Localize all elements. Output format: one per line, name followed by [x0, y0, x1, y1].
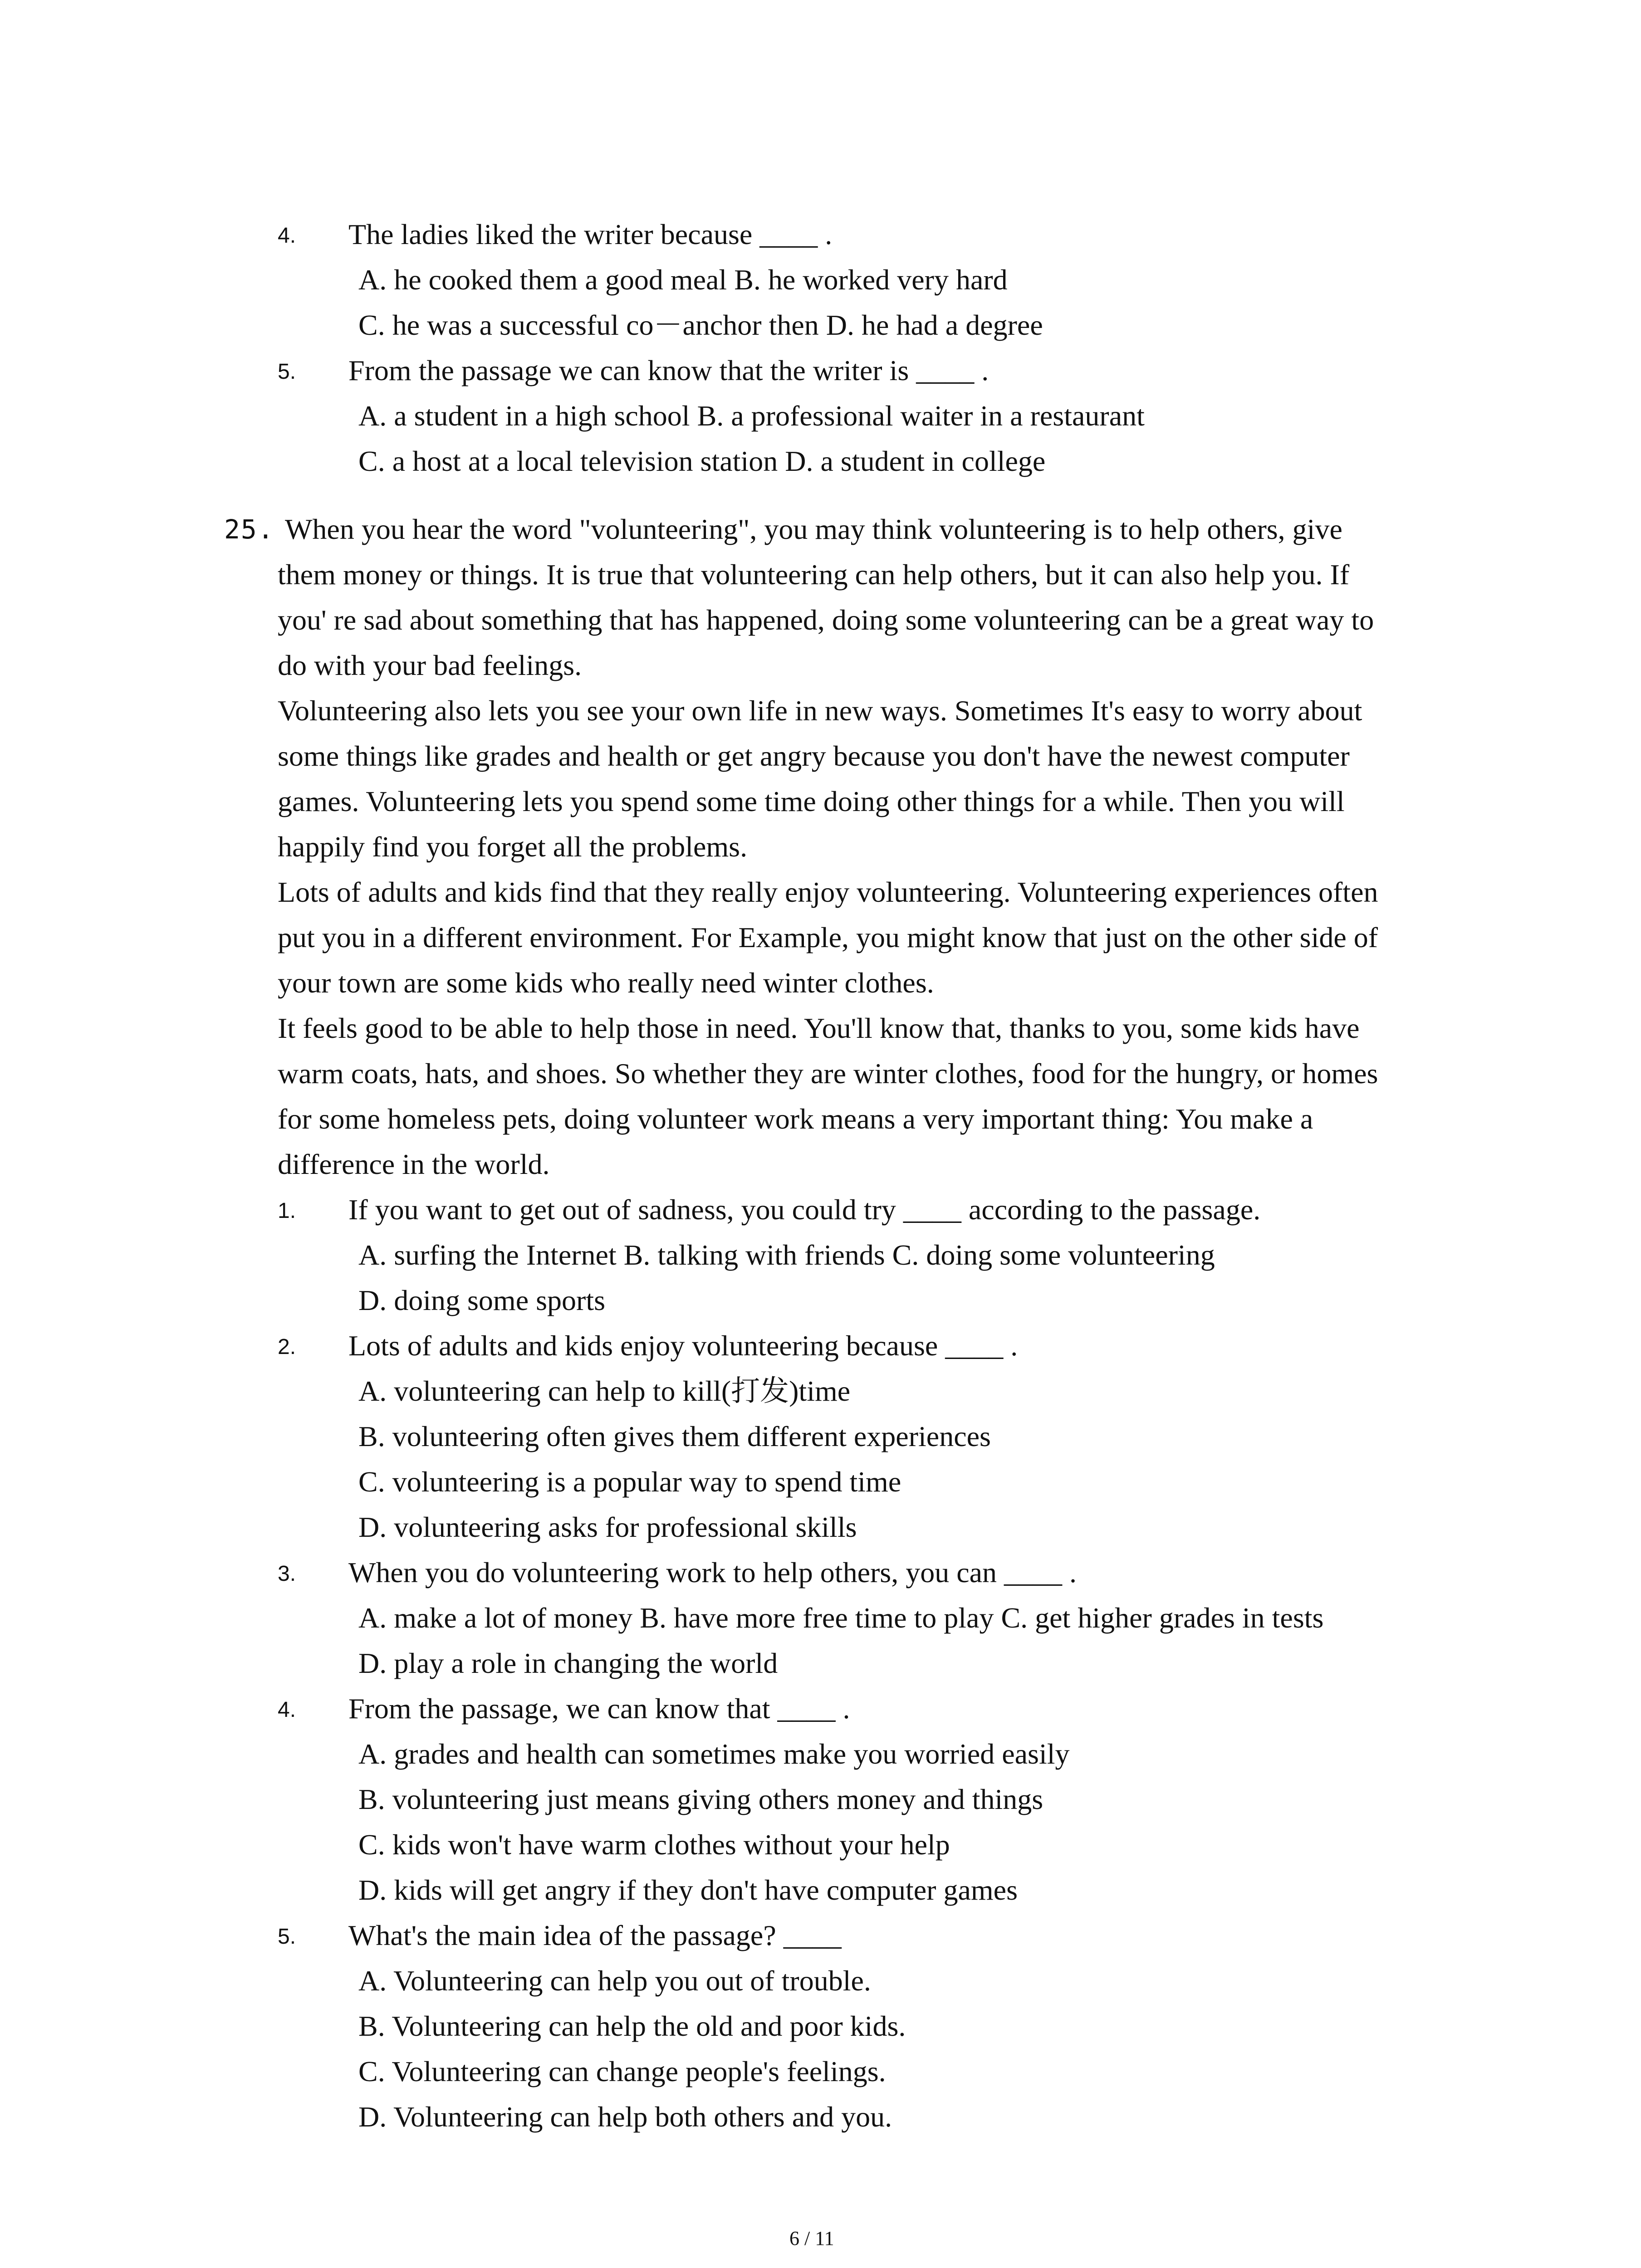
passage-line: Lots of adults and kids find that they really enjoy volunteering. Volunteering experiences often [278, 876, 1378, 908]
option-line: A. make a lot of money B. have more free time to play C. get higher grades in tests [358, 1602, 1324, 1634]
option-line: A. he cooked them a good meal B. he worked very hard [358, 264, 1008, 296]
option-line: A. volunteering can help to kill(打发)time [358, 1375, 851, 1407]
question-number: 3. [278, 1562, 296, 1586]
option-line: B. volunteering just means giving others money and things [358, 1783, 1043, 1815]
option-line: D. Volunteering can help both others and you. [358, 2101, 892, 2133]
question-stem: From the passage, we can know that ____ . [348, 1692, 850, 1725]
page-number: 6 / 11 [789, 2227, 834, 2249]
question-stem: What's the main idea of the passage? ____ [348, 1919, 842, 1951]
option-line: D. kids will get angry if they don't have computer games [358, 1874, 1018, 1906]
option-line: C. Volunteering can change people's feelings. [358, 2055, 886, 2087]
question-stem: If you want to get out of sadness, you could try ____ according to the passage. [348, 1193, 1261, 1226]
question-stem: The ladies liked the writer because ____ . [348, 218, 833, 250]
passage-line: your town are some kids who really need winter clothes. [278, 967, 934, 999]
option-line: D. play a role in changing the world [358, 1647, 778, 1679]
passage-line: you' re sad about something that has happened, doing some volunteering can be a great way to [278, 604, 1374, 636]
question-number: 5. [278, 360, 296, 384]
option-line: D. volunteering asks for professional skills [358, 1511, 857, 1543]
option-line: C. volunteering is a popular way to spend time [358, 1466, 901, 1498]
question-stem: From the passage we can know that the writer is ____ . [348, 354, 989, 386]
option-line: C. he was a successful co－anchor then D. he had a degree [358, 309, 1043, 341]
passage-line: It feels good to be able to help those in need. You'll know that, thanks to you, some kids have [278, 1012, 1360, 1044]
passage-line: games. Volunteering lets you spend some time doing other things for a while. Then you will [278, 785, 1345, 817]
question-number: 2. [278, 1335, 296, 1359]
option-line: C. a host at a local television station D. a student in college [358, 445, 1046, 477]
passage-line: for some homeless pets, doing volunteer work means a very important thing: You make a [278, 1103, 1313, 1135]
passage-line: put you in a different environment. For Example, you might know that just on the other side of [278, 921, 1378, 953]
question-stem: Lots of adults and kids enjoy volunteering because ____ . [348, 1330, 1018, 1362]
question-number: 5. [278, 1925, 296, 1949]
option-line: A. Volunteering can help you out of trouble. [358, 1965, 871, 1997]
passage-line: difference in the world. [278, 1148, 550, 1180]
passage-line: them money or things. It is true that volunteering can help others, but it can also help you. If [278, 558, 1350, 591]
option-line: D. doing some sports [358, 1284, 605, 1316]
option-line: B. Volunteering can help the old and poor kids. [358, 2010, 906, 2042]
passage-line: When you hear the word "volunteering", you may think volunteering is to help others, give [285, 513, 1342, 545]
question-number: 25. [224, 514, 274, 545]
passage-line: do with your bad feelings. [278, 649, 582, 681]
question-number: 1. [278, 1199, 296, 1223]
passage-line: some things like grades and health or get angry because you don't have the newest computer [278, 740, 1350, 772]
option-line: A. surfing the Internet B. talking with friends C. doing some volunteering [358, 1239, 1215, 1271]
option-line: C. kids won't have warm clothes without your help [358, 1828, 950, 1861]
passage-line: Volunteering also lets you see your own life in new ways. Sometimes It's easy to worry about [278, 694, 1362, 727]
option-line: B. volunteering often gives them different experiences [358, 1420, 991, 1452]
passage-line: happily find you forget all the problems. [278, 831, 748, 863]
question-number: 4. [278, 224, 296, 248]
question-number: 4. [278, 1698, 296, 1722]
option-line: A. grades and health can sometimes make you worried easily [358, 1738, 1070, 1770]
question-stem: When you do volunteering work to help others, you can ____ . [348, 1556, 1077, 1589]
option-line: A. a student in a high school B. a professional waiter in a restaurant [358, 400, 1145, 432]
passage-line: warm coats, hats, and shoes. So whether they are winter clothes, food for the hungry, or homes [278, 1057, 1378, 1090]
